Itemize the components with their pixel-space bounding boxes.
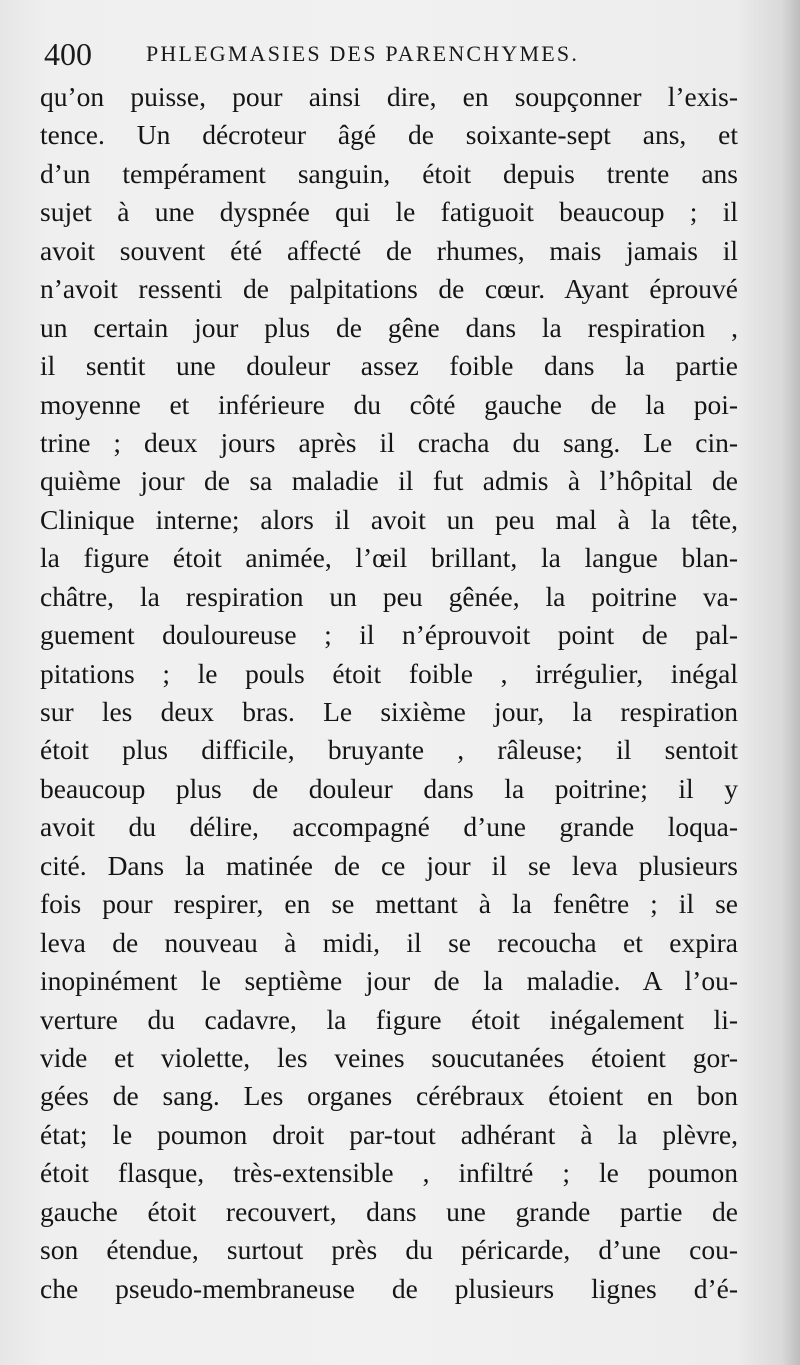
text-line: quième jour de sa maladie il fut admis à l’hôpital de xyxy=(40,465,738,497)
text-line: beaucoup plus de douleur dans la poitrine; il y xyxy=(40,772,738,804)
text-line: leva de nouveau à midi, il se recoucha et expira xyxy=(40,926,738,958)
page-number: 400 xyxy=(44,36,92,72)
text-line: che pseudo-membraneuse de plusieurs lignes d’é- xyxy=(40,1272,738,1304)
text-line: moyenne et inférieure du côté gauche de la poi- xyxy=(40,388,738,420)
text-line: inopinément le septième jour de la maladie. A l’ou- xyxy=(40,965,738,997)
text-line: tence. Un décroteur âgé de soixante-sept ans, et xyxy=(40,119,738,151)
text-line: fois pour respirer, en se mettant à la fenêtre ; il se xyxy=(40,888,738,920)
text-line: un certain jour plus de gêne dans la respiration , xyxy=(40,311,738,343)
text-line: il sentit une douleur assez foible dans la partie xyxy=(40,350,738,382)
text-line: pitations ; le pouls étoit foible , irrégulier, inégal xyxy=(40,657,738,689)
text-line: avoit du délire, accompagné d’une grande loqua- xyxy=(40,811,738,843)
text-line: gauche étoit recouvert, dans une grande partie de xyxy=(40,1195,738,1227)
text-line: la figure étoit animée, l’œil brillant, la langue blan- xyxy=(40,542,738,574)
text-line: vide et violette, les veines soucutanées étoient gor- xyxy=(40,1041,738,1073)
text-line: d’un tempérament sanguin, étoit depuis trente ans xyxy=(40,157,738,189)
text-line: sujet à une dyspnée qui le fatiguoit beaucoup ; il xyxy=(40,196,738,228)
text-line: châtre, la respiration un peu gênée, la poitrine va- xyxy=(40,580,738,612)
page-header xyxy=(44,34,744,74)
text-line: trine ; deux jours après il cracha du sang. Le cin- xyxy=(40,426,738,458)
text-line: état; le poumon droit par-tout adhérant à la plèvre, xyxy=(40,1118,738,1150)
body-text xyxy=(40,78,738,1308)
text-line: n’avoit ressenti de palpitations de cœur. Ayant éprouvé xyxy=(40,273,738,305)
text-line: sur les deux bras. Le sixième jour, la respiration xyxy=(40,696,738,727)
text-line: gées de sang. Les organes cérébraux étoient en bon xyxy=(40,1080,738,1112)
text-line: avoit souvent été affecté de rhumes, mais jamais il xyxy=(40,234,738,266)
text-line: son étendue, surtout près du péricarde, d’une cou- xyxy=(40,1234,738,1266)
text-line: étoit flasque, très-extensible , infiltré ; le poumon xyxy=(40,1157,738,1189)
text-line: qu’on puisse, pour ainsi dire, en soupçonner l’exis- xyxy=(40,81,738,112)
text-line: Clinique interne; alors il avoit un peu mal à la tête, xyxy=(40,503,738,535)
text-line: cité. Dans la matinée de ce jour il se leva plusieurs xyxy=(40,849,738,881)
running-title: PHLEGMASIES DES PARENCHYMES. xyxy=(146,41,580,66)
text-line: guement douloureuse ; il n’éprouvoit point de pal- xyxy=(40,619,738,651)
text-line: étoit plus difficile, bruyante , râleuse; il sentoit xyxy=(40,734,738,766)
text-line: verture du cadavre, la figure étoit inégalement li- xyxy=(40,1003,738,1035)
